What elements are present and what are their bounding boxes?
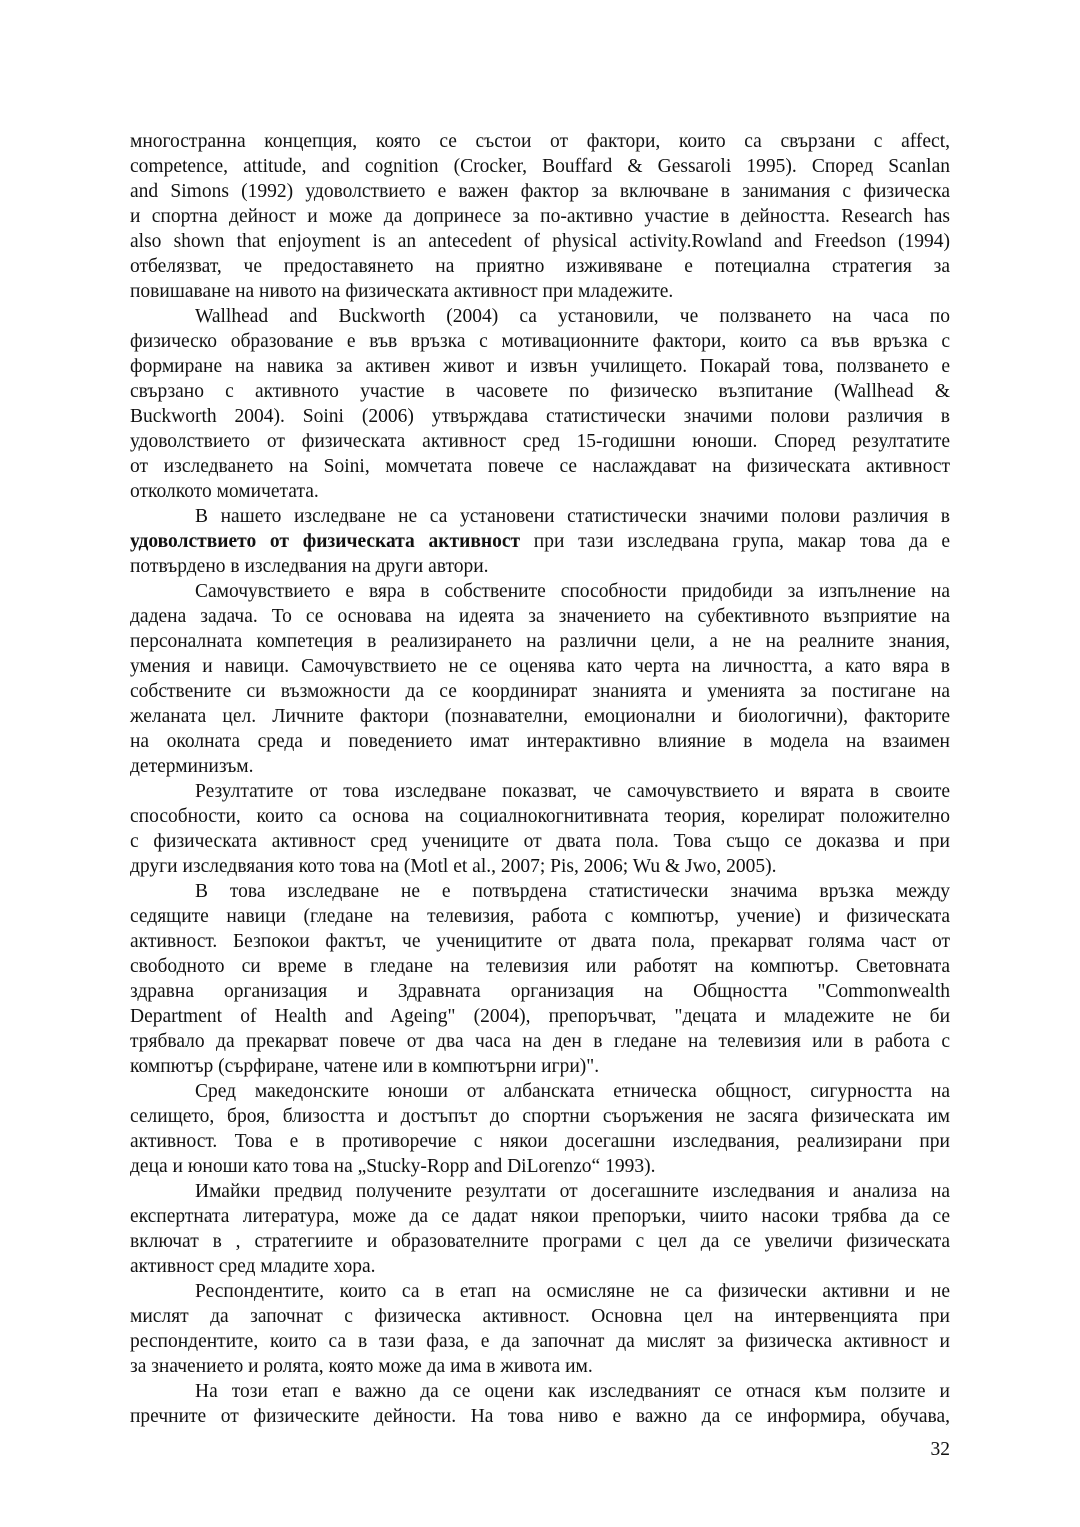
text-line: компютър (сърфиране, чатене или в компютърни игри)". [130, 1056, 600, 1077]
text-line: физическо образование е във връзка с мотивационните фактори, които са във връзка с [130, 331, 950, 352]
text-line: Wallhead and Buckworth (2004) са установили, че ползването на часа по [195, 306, 950, 327]
text-line: и спортна дейност и може да допринесе за по-активно участие в дейността. Research has [130, 206, 950, 227]
text-line: желаната цел. Личните фактори (познавателни, емоционални и биологични), факторите [130, 706, 950, 727]
text-line: Респондентите, които са в етап на осмисляне не са физически активни и не [195, 1281, 950, 1302]
text-line: Самочувствието е вяра в собствените способности придобиди за изпълнение на [195, 581, 950, 602]
text-line: селището, броя, близостта и достъпът до спортни съоръжения не засяга физическата им [130, 1106, 950, 1127]
text-line: В това изследване не е потвърдена статистически значима връзка между [195, 881, 950, 902]
text-line: на околната среда и поведението имат интерактивно влияние в модела на взаимен [130, 731, 950, 752]
text-line: персоналната компетеция в реализирането на различни цели, а не на реалните знания, [130, 631, 950, 652]
text-line: Резултатите от това изследване показват, че самочувствието и вярата в своите [195, 781, 950, 802]
text-line: активност. Безпокои фактът, че ученицитите от двата пола, прекарват голяма част от [130, 931, 950, 952]
text-line: други изследвяания кото това на (Motl et al., 2007; Pis, 2006; Wu & Jwo, 2005). [130, 856, 777, 877]
paragraph [130, 579, 950, 779]
text-line: формиране на навика за активен живот и извън училището. Покарай това, ползването е [130, 356, 950, 377]
text-line: с физическата активност сред учениците от двата пола. Това също се доказва и при [130, 831, 950, 852]
text-run: при тази изследвана група, макар това да е [520, 531, 950, 552]
text-line: седящите навици (гледане на телевизия, работа с компютър, учение) и физическата [130, 906, 950, 927]
text-line: включат в , стратегиите и образователните програми с цел да се увеличи физическата [130, 1231, 950, 1252]
paragraph [130, 1079, 950, 1179]
text-line: експертната литература, може да се дадат някои препоръки, чиито насоки трябва да се [130, 1206, 950, 1227]
paragraph [130, 304, 950, 504]
paragraph [130, 504, 950, 579]
text-line: пречните от физическите дейности. На това ниво е важно да се информира, обучава, [130, 1406, 950, 1427]
bold-phrase: удоволствието от физическата активност [130, 531, 521, 552]
text-line: здравна организация и Здравната организация на Общността "Commonwealth [130, 981, 950, 1002]
text-line: удоволствието от физическата активност сред 15-годишни юноши. Според резултатите [130, 431, 950, 452]
text-line [130, 529, 950, 554]
text-line: повишаване на нивото на физическата активност при младежите. [130, 281, 674, 302]
text-line: умения и навици. Самочувствието не се оценява като черта на личността, а като вяра в [130, 656, 950, 677]
text-line: собствените си възможности да се координират знанията и уменията за постигане на [130, 681, 950, 702]
text-line: Сред македонските юноши от албанската етническа общност, сигурността на [195, 1081, 950, 1102]
text-line: свободното си време в гледане на телевизия или работят на компютър. Световната [130, 956, 950, 977]
page-number: 32 [930, 1439, 950, 1460]
text-line: Department of Health and Ageing" (2004), препоръчват, "децата и младежите не би [130, 1006, 950, 1027]
text-line: от изследването на Soini, момчетата повече се наслаждават на физическата активност [130, 456, 950, 477]
text-line: респондентите, които са в тази фаза, е да започнат да мислят за физическа активност и [130, 1331, 950, 1352]
text-line: трябвало да прекарват повече от два часа на ден в гледане на телевизия или в работа с [130, 1031, 950, 1052]
text-line: Buckworth 2004). Soini (2006) утвърждава статистически значими полови различия в [130, 406, 950, 427]
paragraph [130, 1379, 950, 1429]
text-line: за значението и ролята, която може да има в живота им. [130, 1356, 593, 1377]
paragraph [130, 779, 950, 879]
text-line: многостранна концепция, която се състои от фактори, които са свързани с affect, [130, 131, 950, 152]
paragraph [130, 1279, 950, 1379]
text-line: competence, attitude, and cognition (Crocker, Bouffard & Gessaroli 1995). Според Scanlan [130, 156, 950, 177]
paragraph [130, 879, 950, 1079]
text-line: На този етап е важно да се оцени как изследваният се отнася към ползите и [195, 1381, 950, 1402]
paragraph [130, 1179, 950, 1279]
text-line: also shown that enjoyment is an antecedent of physical activity.Rowland and Freedson (1994) [130, 231, 950, 252]
text-line: активност сред младите хора. [130, 1256, 376, 1277]
text-line: активност. Това е в противоречие с някои досегашни изследвания, реализирани при [130, 1131, 950, 1152]
text-line: Имайки предвид получените резултати от досегашните изследвания и анализа на [195, 1181, 950, 1202]
text-line: отколкото момичетата. [130, 481, 319, 502]
text-line: дадена задача. То се основава на идеята за значението на субективното възприятие на [130, 606, 950, 627]
text-line: свързано с активното участие в часовете по физическо възпитание (Wallhead & [130, 381, 950, 402]
text-line: способности, които са основа на социалнокогнитивната теория, корелират положително [130, 806, 950, 827]
text-line: В нашето изследване не са установени статистически значими полови различия в [195, 506, 950, 527]
text-line: мислят да започнат с физическа активност. Основна цел на интервенцията при [130, 1306, 950, 1327]
text-line: деца и юноши като това на „Stucky-Ropp and DiLorenzo“ 1993). [130, 1156, 656, 1177]
text-line: and Simons (1992) удоволствието е важен фактор за включване в занимания с физическа [130, 181, 950, 202]
paragraph [130, 129, 950, 304]
text-line: отбелязват, че предоставянето на приятно изживяване е потециална стратегия за [130, 256, 950, 277]
document-body [130, 129, 950, 1429]
text-line: детерминизъм. [130, 756, 254, 777]
text-line: потвърдено в изследвания на други автори. [130, 556, 489, 577]
